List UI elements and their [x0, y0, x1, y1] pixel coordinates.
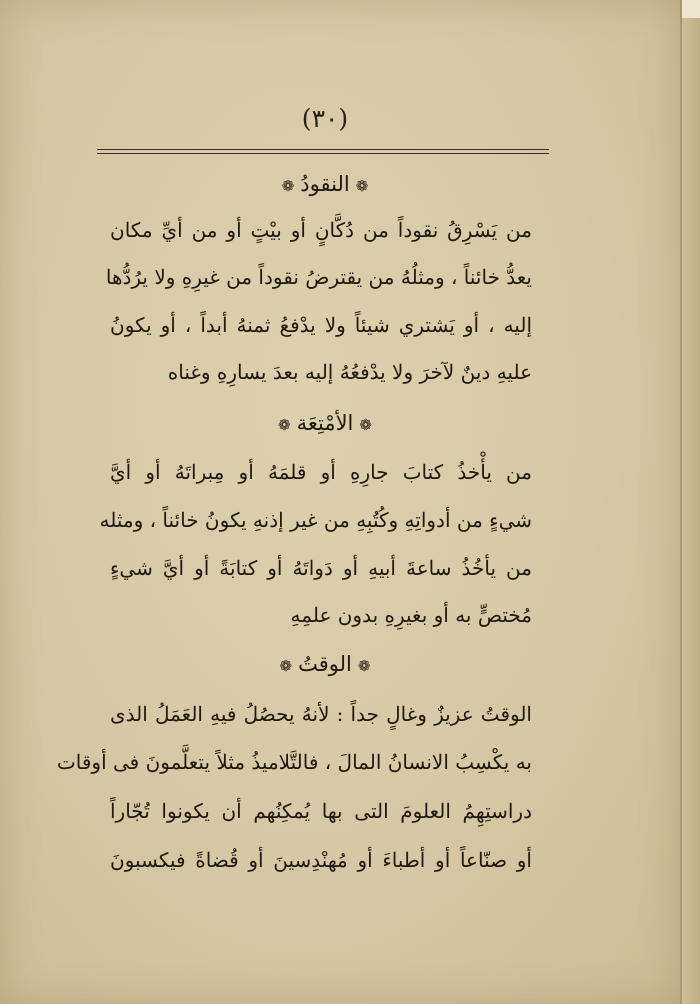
text-line: دراستِهِمُ العلومَ التى بها يُمكِنُهم أن يكونوا تُجّاراً — [110, 799, 532, 823]
ornament-icon: ❁ — [281, 177, 295, 195]
text-line: أو صنّاعاً أو أطباءَ أو مُهنْدِسينَ أو قُضاةً فيكسبونَ — [110, 848, 532, 872]
section-heading-text: النقودُ — [300, 172, 350, 196]
ornament-icon: ❁ — [279, 657, 293, 675]
header-rule-bottom — [97, 153, 549, 154]
text-line: به يكْسِبُ الانسانُ المالَ ، فالتَّلاميذُ مثلاً يتعلَّمونَ فى أوقات — [56, 750, 532, 774]
section-heading-text: الوقتُ — [298, 652, 352, 676]
ornament-icon: ❁ — [359, 416, 372, 434]
section-heading-time — [0, 652, 650, 676]
text-line: شيءٍ من أدواتِهِ وكُتُبِهِ من غير إذنهِ يكونُ خائناً ، ومثله — [99, 508, 532, 532]
text-line: يعدُّ خائناً ، ومثلُهُ من يقترضُ نقوداً من غيرِهِ ولا يرُدُّها — [105, 265, 532, 289]
page-number: (٣٠) — [301, 104, 349, 133]
section-heading-text: الأمْتِعَة — [296, 411, 354, 435]
text-line: من يَسْرِقُ نقوداً من دُكَّانٍ أو بيْتٍ أو من أيِّ مكان — [110, 218, 532, 242]
text-line: عليهِ دينٌ لآخرَ ولا يدْفعُهُ إليه بعدَ يسارِهِ وغناه — [167, 360, 532, 384]
text-line: الوقتُ عزيزٌ وغالٍ جداً : لأنهُ يحصُلُ فيهِ العَمَلُ الذى — [110, 702, 532, 726]
ornament-icon: ❁ — [357, 657, 371, 675]
ornament-icon: ❁ — [355, 177, 369, 195]
text-line: من يأْخذُ كتابَ جارِهِ أو قلمَهُ أو مِبراتَهُ أو أيَّ — [110, 460, 532, 484]
section-heading-belongings — [0, 411, 650, 435]
text-line: مُختصٍّ به أو بغيرِهِ بدون علمِهِ — [290, 603, 532, 627]
header-rule-top — [97, 149, 549, 150]
section-heading-money — [0, 172, 650, 196]
text-line: إليه ، أو يَشتري شيئاً ولا يدْفعُ ثمنهُ أبداً ، أو يكونُ — [110, 313, 532, 337]
ornament-icon: ❁ — [278, 416, 291, 434]
text-line: من يأخُذُ ساعةَ أبيهِ أو دَواتَهُ أو كتابَةً أو أيَّ شيءٍ — [110, 556, 532, 580]
